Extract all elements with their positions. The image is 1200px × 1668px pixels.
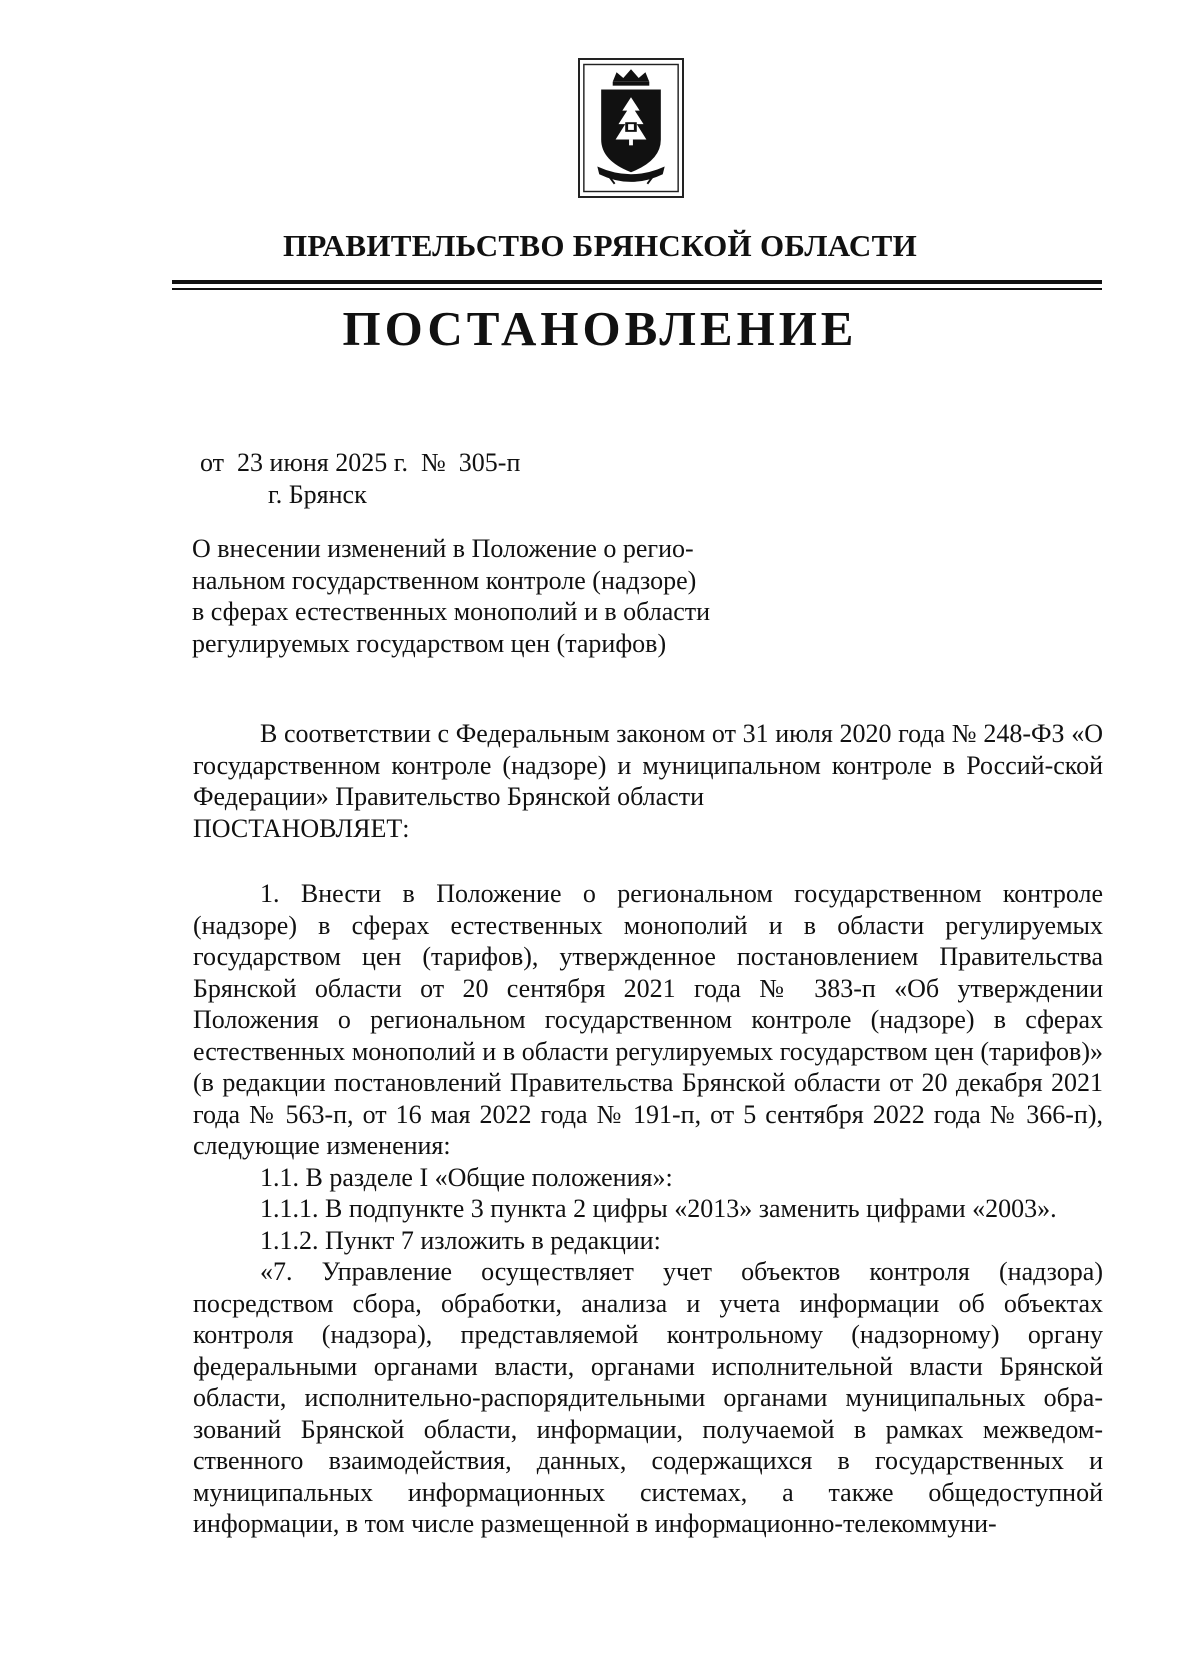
government-title: ПРАВИТЕЛЬСТВО БРЯНСКОЙ ОБЛАСТИ — [282, 228, 918, 263]
document-city: г. Брянск — [268, 480, 367, 509]
paragraph-point-7: «7. Управление осуществляет учет объектов контроля (надзора) посредством сбора, обработки, анализа и учета информации об объектах контроля (надзора), представляемой контрольному (надзорному) органу федеральными органами власти, органами исполнительной власти Брянской области, исполнительно-распорядительными органами муниципальных обра-зований Брянской области, информации, получаемой в рамках межведом-ственного взаимодействия, данных, содержащихся в государственных и муниципальных информационных системах, а также общедоступной информации, в том числе размещенной в информационно-телекоммуни- — [193, 1257, 1103, 1538]
document-date: 23 июня 2025 г. — [237, 448, 408, 477]
date-prefix: от — [200, 448, 225, 477]
subject-line: нальном государственном контроле (надзоре) — [192, 565, 697, 595]
document-body — [193, 718, 1103, 1540]
date-number-line — [200, 448, 520, 478]
document-type-title: ПОСТАНОВЛЕНИЕ — [342, 301, 858, 356]
paragraph-1: 1. Внести в Положение о региональном государственном контроле (надзоре) в сферах естественных монополий и в области регулируемых государством цен (тарифов), утвержденное постановлением Правительства Брянской области от 20 сентября 2021 года № 383-п «Об утверждении Положения о региональном государственном контроле (надзоре) в сферах естественных монополий и в области регулируемых государством цен (тарифов)» (в редакции постановлений Правительства Брянской области от 20 декабря 2021 года № 563-п, от 16 мая 2022 года № 191-п, от 5 сентября 2022 года № 366-п), следующие изменения: — [193, 879, 1103, 1160]
paragraph-1-1: 1.1. В разделе I «Общие положения»: — [260, 1162, 673, 1192]
header-rule-thin — [172, 288, 1102, 290]
paragraph-1-1-2: 1.1.2. Пункт 7 изложить в редакции: — [260, 1225, 661, 1255]
document-subject — [192, 533, 710, 659]
document-number: 305-п — [458, 448, 521, 477]
header-rule-thick — [172, 280, 1102, 284]
subject-line: в сферах естественных монополий и в области — [192, 597, 711, 626]
paragraph-1-1-1: 1.1.1. В подпункте 3 пункта 2 цифры «2013» заменить цифрами «2003». — [260, 1194, 1057, 1223]
subject-line: О внесении изменений в Положение о регио- — [192, 534, 694, 563]
preamble-paragraph: В соответствии с Федеральным законом от 31 июля 2020 года № 248-ФЗ «О государственном контроле (надзоре) и муниципальном контроле в Россий-ской Федерации» Правительство Брянской области — [193, 719, 1103, 811]
coat-of-arms-emblem — [578, 58, 684, 198]
paragraph-gap — [193, 844, 1103, 878]
resolves-heading: ПОСТАНОВЛЯЕТ: — [193, 813, 410, 843]
number-sign: № — [420, 448, 446, 477]
subject-line: регулируемых государством цен (тарифов) — [192, 628, 667, 658]
